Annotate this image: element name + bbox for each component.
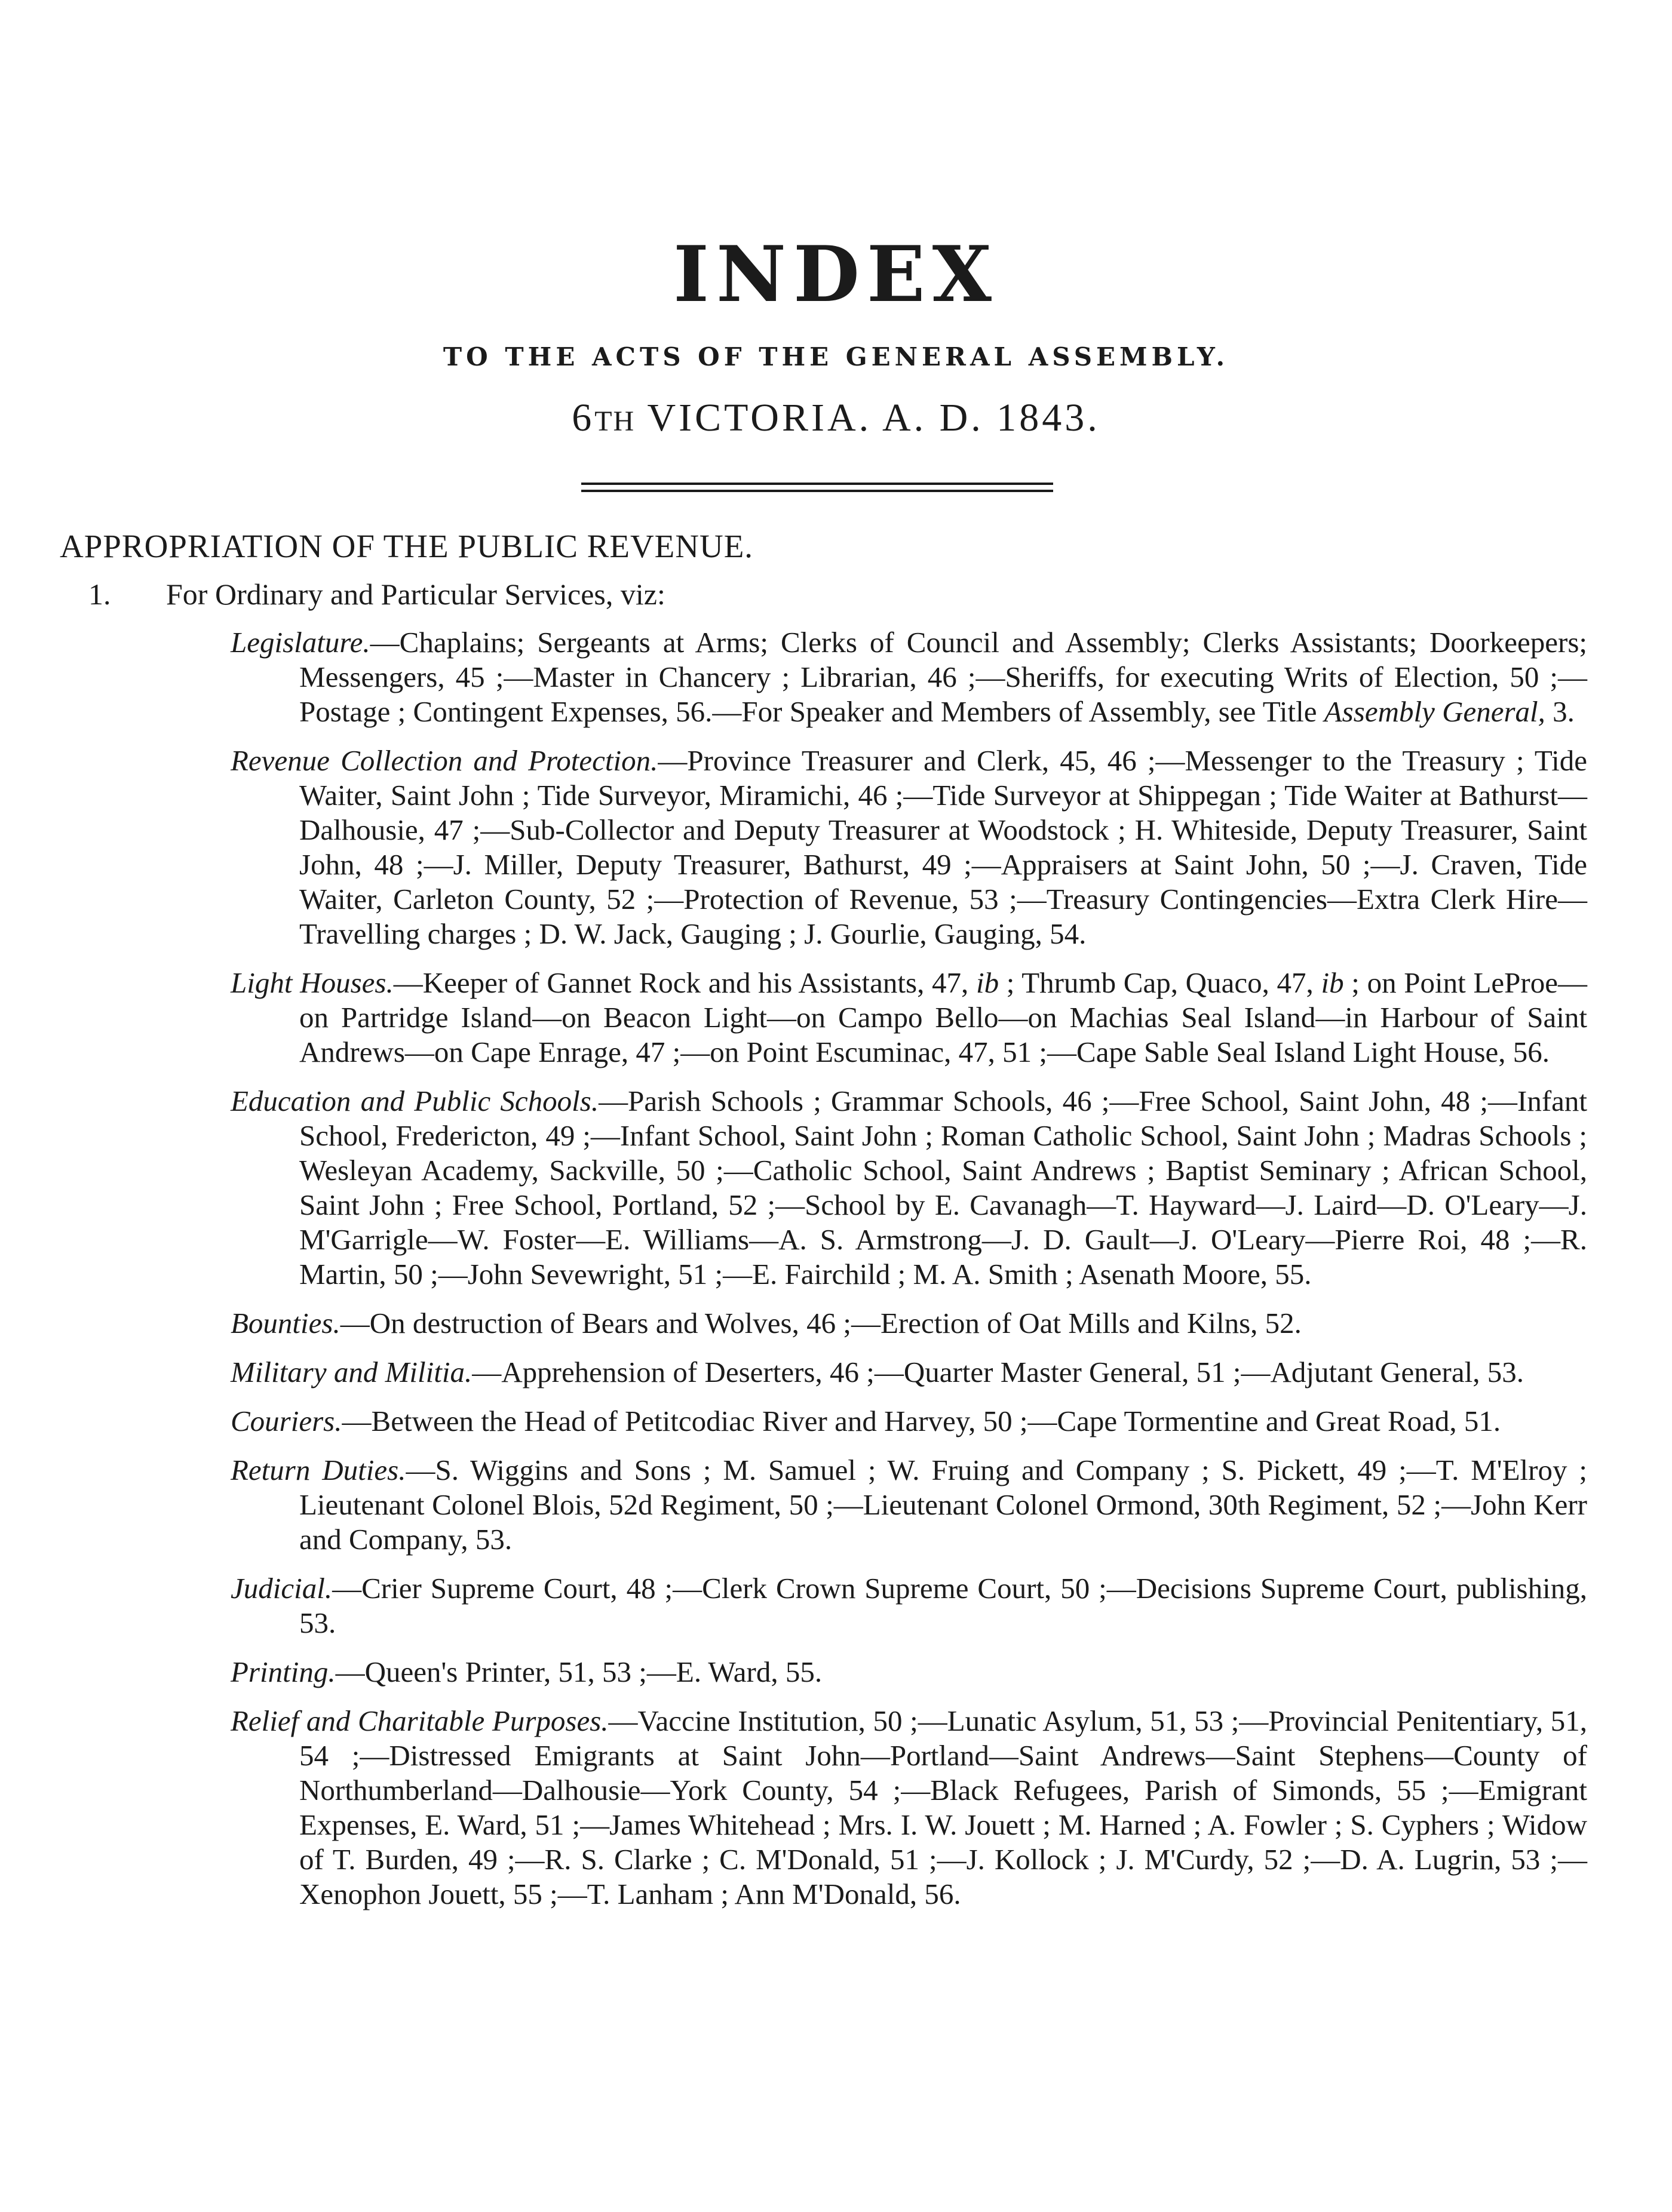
entry-heading: Legislature. [231, 626, 370, 659]
entry-text: —Crier Supreme Court, 48 ;—Clerk Crown Supreme Court, 50 ;—Decisions Supreme Court, publishing, 53. [299, 1572, 1587, 1639]
entry-revenue-collection [231, 744, 1587, 951]
item-label: For Ordinary and Particular Services, viz: [166, 577, 665, 611]
entry-text: —Between the Head of Petitcodiac River and Harvey, 50 ;—Cape Tormentine and Great Road, 51. [342, 1405, 1501, 1437]
entry-text: —Chaplains; Sergeants at Arms; Clerks of Council and Assembly; Clerks Assistants; Doorkeepers; Messengers, 45 ;—Master in Chancery ; Librarian, 46 ;—Sheriffs, for executing Writs of Election, 50 ;—Postage ; Contingent Expenses, 56.—For Speaker and Members of Assembly, see Title [299, 626, 1587, 728]
item-number: 1. [88, 577, 111, 611]
index-subtitle: TO THE ACTS OF THE GENERAL ASSEMBLY. [443, 342, 1229, 371]
entry-heading: Judicial. [231, 1572, 333, 1605]
entry-heading: Couriers. [231, 1405, 342, 1437]
item-line [88, 574, 665, 614]
session-line [0, 394, 1672, 446]
entry-text: ; on Point LeProe—on Partridge Island—on Beacon Light—on Campo Bello—on Machias Seal Island—in Harbour of Saint Andrews—on Cape Enrage, 47 ;—on Point Escuminac, 47, 51 ;—Cape Sable Seal Island Light House, 56. [299, 966, 1587, 1068]
entry-see-title: Assembly General, [1324, 695, 1545, 728]
entry-text: —Keeper of Gannet Rock and his Assistants, 47, [393, 966, 976, 999]
entry-text: —Parish Schools ; Grammar Schools, 46 ;—Free School, Saint John, 48 ;—Infant School, Fredericton, 49 ;—Infant School, Saint John ; Roman Catholic School, Saint John ; Madras Schools ; Wesleyan Academy, Sackville, 50 ;—Catholic School, Saint Andrews ; Baptist Seminary ; African School, Saint John ; Free School, Portland, 52 ;—School by E. Cavanagh—T. Hayward—J. Laird—D. O'Leary—J. M'Garrigle—W. Foster—E. Williams—A. S. Armstrong—J. D. Gault—J. O'Leary—Pierre Roi, 48 ;—R. Martin, 50 ;—John Sevewright, 51 ;—E. Fairchild ; M. A. Smith ; Asenath Moore, 55. [299, 1085, 1587, 1291]
entry-heading: Light Houses. [231, 966, 394, 999]
entry-legislature [231, 625, 1587, 729]
session-suffix: TH [594, 405, 636, 437]
entry-text: —Queen's Printer, 51, 53 ;—E. Ward, 55. [335, 1655, 823, 1688]
entry-heading: Relief and Charitable Purposes. [231, 1704, 609, 1737]
entry-relief [231, 1704, 1587, 1912]
entry-heading: Printing. [231, 1655, 336, 1688]
entry-text: —Vaccine Institution, 50 ;—Lunatic Asylum, 51, 53 ;—Provincial Penitentiary, 51, 54 ;—Distressed Emigrants at Saint John—Portland—Saint Andrews—Saint Stephens—County of Northumberland—Dalhousie—York County, 54 ;—Black Refugees, Parish of Simonds, 55 ;—Emigrant Expenses, E. Ward, 51 ;—James Whitehead ; Mrs. I. W. Jouett ; M. Harned ; A. Fowler ; S. Cyphers ; Widow of T. Burden, 49 ;—R. S. Clarke ; C. M'Donald, 51 ;—J. Kollock ; J. M'Curdy, 52 ;—D. A. Lugrin, 53 ;—Xenophon Jouett, 55 ;—T. Lanham ; Ann M'Donald, 56. [299, 1704, 1587, 1910]
entry-military [231, 1355, 1587, 1390]
entry-couriers [231, 1404, 1587, 1439]
entry-ibid: ib [1321, 966, 1344, 999]
entry-text: —S. Wiggins and Sons ; M. Samuel ; W. Fruing and Company ; S. Pickett, 49 ;—T. M'Elroy ; Lieutenant Colonel Blois, 52d Regiment, 50 ;—Lieutenant Colonel Ormond, 30th Regiment, 52 ;—John Kerr and Company, 53. [299, 1454, 1588, 1556]
entry-text: —Apprehension of Deserters, 46 ;—Quarter Master General, 51 ;—Adjutant General, 53. [472, 1356, 1524, 1388]
entry-heading: Return Duties. [231, 1454, 406, 1486]
session-rest: VICTORIA. A. D. 1843. [635, 396, 1100, 440]
double-rule-bottom [581, 490, 1053, 492]
entry-heading: Military and Militia. [231, 1356, 473, 1388]
entry-ibid: ib [975, 966, 999, 999]
double-rule-top [581, 483, 1053, 485]
entry-text: —On destruction of Bears and Wolves, 46 ;—Erection of Oat Mills and Kilns, 52. [340, 1307, 1302, 1340]
entry-bounties [231, 1306, 1587, 1341]
session-ordinal: 6 [572, 396, 595, 440]
entry-text: —Province Treasurer and Clerk, 45, 46 ;—Messenger to the Treasury ; Tide Waiter, Saint John ; Tide Surveyor, Miramichi, 46 ;—Tide Surveyor at Shippegan ; Tide Waiter at Bathurst—Dalhousie, 47 ;—Sub-Collector and Deputy Treasurer at Woodstock ; H. Whiteside, Deputy Treasurer, Saint John, 48 ;—J. Miller, Deputy Treasurer, Bathurst, 49 ;—Appraisers at Saint John, 50 ;—J. Craven, Tide Waiter, Carleton County, 52 ;—Protection of Revenue, 53 ;—Treasury Contingencies—Extra Clerk Hire—Travelling charges ; D. W. Jack, Gauging ; J. Gourlie, Gauging, 54. [299, 744, 1587, 950]
entry-heading: Education and Public Schools. [231, 1085, 599, 1117]
entry-return-duties [231, 1453, 1587, 1557]
entry-light-houses [231, 966, 1587, 1070]
entry-tail: 3. [1545, 695, 1575, 728]
index-title: INDEX [673, 230, 999, 319]
entry-heading: Revenue Collection and Protection. [231, 744, 658, 777]
index-entries [231, 625, 1587, 1926]
entry-text: ; Thrumb Cap, Quaco, 47, [999, 966, 1321, 999]
entry-heading: Bounties. [231, 1307, 340, 1340]
entry-education [231, 1084, 1587, 1292]
section-heading: APPROPRIATION OF THE PUBLIC REVENUE. [60, 528, 754, 564]
entry-judicial [231, 1571, 1587, 1640]
entry-printing [231, 1655, 1587, 1689]
